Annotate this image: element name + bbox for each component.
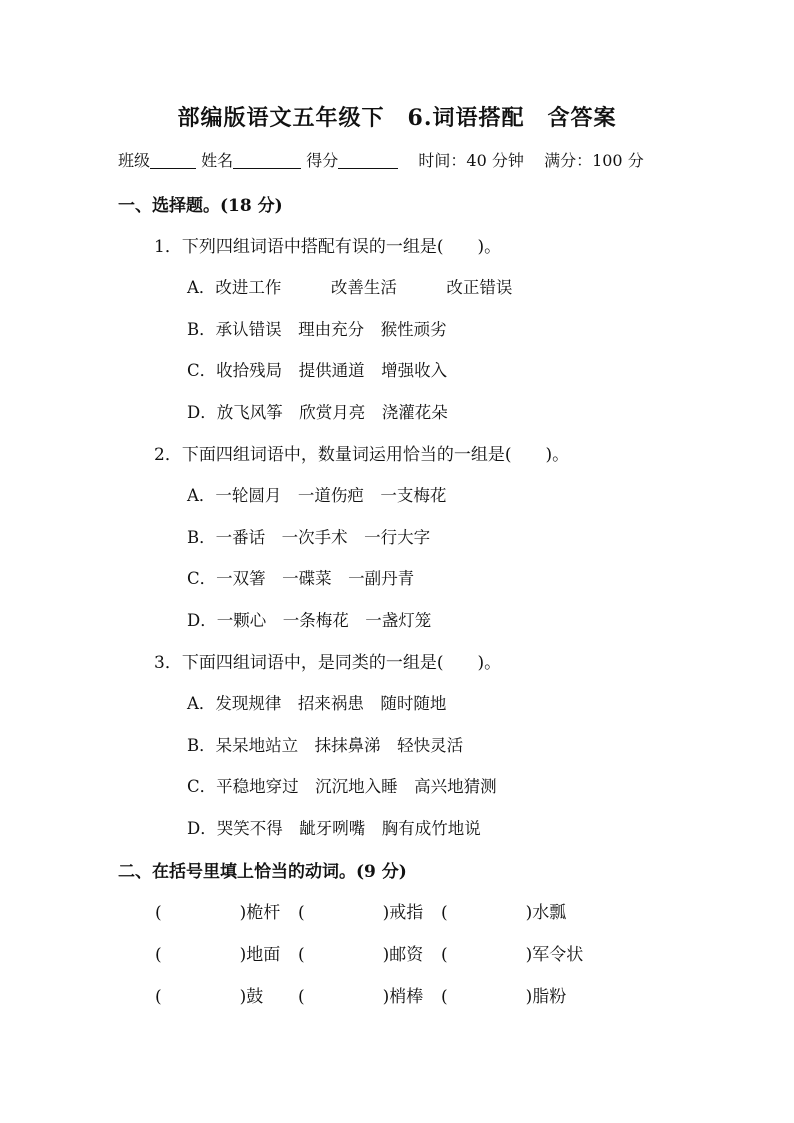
question-2-option-c[interactable]: C．一双箸 一碟菜 一副丹青 [187, 569, 415, 588]
time-text: 时间：40 分钟 [418, 151, 524, 170]
fill-item[interactable]: ( )邮资 [298, 945, 424, 965]
fill-item[interactable]: ( )戒指 [298, 903, 424, 923]
full-score-text: 满分：100 分 [544, 151, 644, 170]
question-3-option-a[interactable]: A．发现规律 招来祸患 随时随地 [187, 694, 447, 713]
question-3-option-b[interactable]: B．呆呆地站立 抹抹鼻涕 轻快灵活 [187, 736, 464, 755]
student-info-line [118, 148, 698, 171]
score-label: 得分 [306, 151, 339, 170]
fill-item[interactable]: ( )梢棒 [298, 987, 424, 1007]
question-2-option-a[interactable]: A．一轮圆月 一道伤疤 一支梅花 [187, 486, 447, 505]
question-1-option-a[interactable]: A．改进工作 改善生活 改正错误 [187, 278, 513, 297]
question-2-option-d[interactable]: D．一颗心 一条梅花 一盏灯笼 [187, 611, 432, 630]
fill-item[interactable]: ( )脂粉 [441, 987, 567, 1007]
fill-item[interactable]: ( )水瓢 [441, 903, 567, 923]
fill-item[interactable]: ( )地面 [155, 945, 281, 965]
fill-row-2 [155, 940, 584, 965]
question-1-option-d[interactable]: D．放飞风筝 欣赏月亮 浇灌花朵 [187, 403, 448, 422]
fill-row-3 [155, 982, 584, 1007]
fill-item[interactable]: ( )军令状 [441, 945, 584, 965]
question-1-option-c[interactable]: C．收拾残局 提供通道 增强收入 [187, 361, 448, 380]
fill-item[interactable]: ( )桅杆 [155, 903, 281, 923]
question-1-option-b[interactable]: B．承认错误 理由充分 猴性顽劣 [187, 320, 447, 339]
section-1-heading: 一、选择题。(18 分) [118, 196, 283, 216]
question-1-stem: 1．下列四组词语中搭配有误的一组是( )。 [154, 237, 502, 257]
class-blank[interactable] [150, 152, 196, 169]
question-3-option-d[interactable]: D．哭笑不得 龇牙咧嘴 胸有成竹地说 [187, 819, 481, 838]
fill-row-1 [155, 898, 584, 923]
score-blank[interactable] [338, 152, 398, 169]
fill-item[interactable]: ( )鼓 [155, 987, 264, 1007]
name-blank[interactable] [233, 152, 301, 169]
name-label: 姓名 [201, 151, 234, 170]
section-2-heading: 二、在括号里填上恰当的动词。(9 分) [118, 862, 407, 882]
question-3-option-c[interactable]: C．平稳地穿过 沉沉地入睡 高兴地猜测 [187, 777, 497, 796]
class-label: 班级 [118, 151, 151, 170]
question-2-option-b[interactable]: B．一番话 一次手术 一行大字 [187, 528, 431, 547]
question-3-stem: 3．下面四组词语中，是同类的一组是( )。 [154, 653, 502, 673]
page-title: 部编版语文五年级下 6.词语搭配 含答案 [177, 105, 617, 131]
question-2-stem: 2．下面四组词语中，数量词运用恰当的一组是( )。 [154, 445, 570, 465]
